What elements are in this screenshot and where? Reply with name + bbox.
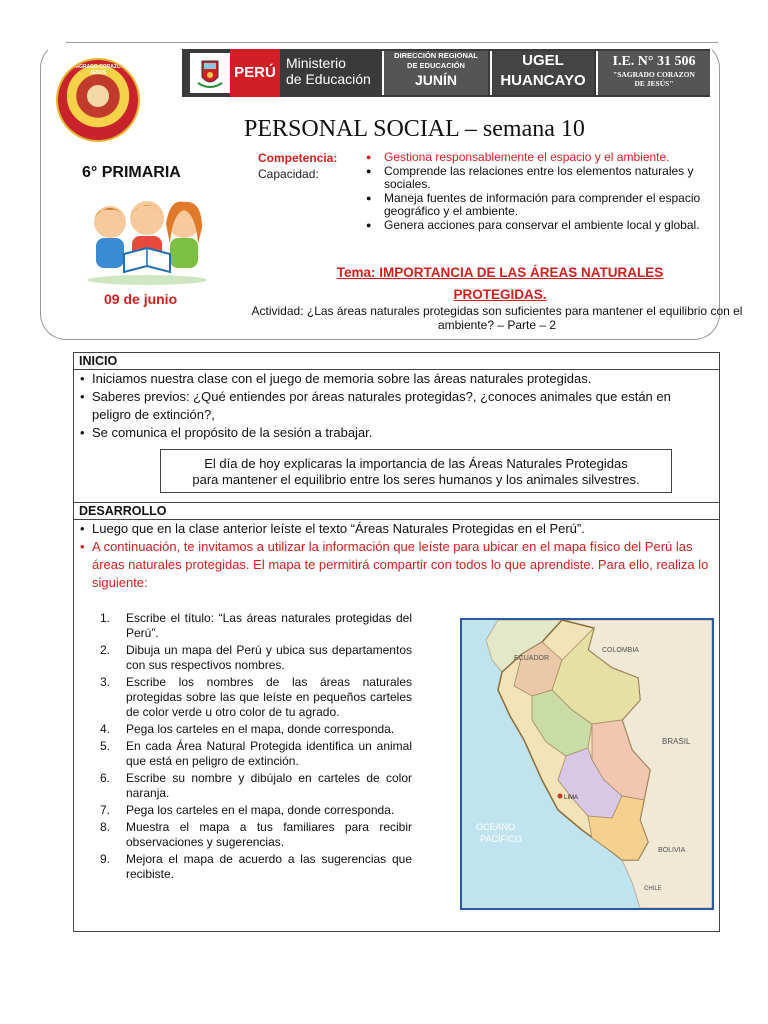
step-number: 9. [100,852,111,866]
page-title: PERSONAL SOCIAL – semana 10 [244,116,585,142]
map-label-brasil: BRASIL [662,737,691,746]
inicio-list [74,370,719,442]
ministry-name [286,55,371,87]
capacidad-item: ● Genera acciones para conservar el ambiente local y global. [366,219,730,232]
ie-number: I.E. N° 31 506 [612,54,696,69]
capacidades-list [366,151,730,233]
step-number: 3. [100,675,111,689]
step-number: 6. [100,771,111,785]
step-item [100,675,412,720]
tema-line2: PROTEGIDAS. [453,287,547,302]
institution-banner [182,49,710,97]
step-number: 5. [100,739,111,753]
dre-block [382,51,488,95]
map-label-bolivia: BOLIVIA [658,847,686,854]
step-number: 8. [100,820,111,834]
step-text: Muestra el mapa a tus familiares para recibir observaciones y sugerencias. [126,820,412,849]
step-number: 7. [100,803,111,817]
ugel-line1: UGEL [522,52,564,69]
step-item [100,739,412,769]
list-item: • Se comunica el propósito de la sesión a trabajar. [74,424,713,442]
school-seal-logo [56,58,140,142]
tema-heading [260,262,740,306]
ministry-line2: de Educación [286,71,371,87]
step-item [100,820,412,850]
capacidad-label: Capacidad: [258,167,319,181]
step-text: En cada Área Natural Protegida identifica un animal que está en peligro de extinción. [126,739,412,768]
peru-map-svg [462,620,712,908]
map-label-lima: LIMA [564,795,579,801]
step-item [100,852,412,882]
step-item [100,722,412,737]
ie-name-line2: DE JESÚS" [634,79,674,88]
map-label-chile: CHILE [644,886,662,892]
ie-name-line1: "SAGRADO CORAZON [613,70,695,79]
map-label-ocean-line1: OCEANO [476,822,516,832]
capacidad-item: ● Maneja fuentes de información para comprender el espacio geográfico y el ambiente. [366,192,730,218]
step-text: Dibuja un mapa del Perú y ubica sus departamentos con sus respectivos nombres. [126,643,412,672]
step-number: 4. [100,722,111,736]
list-item: • Luego que en la clase anterior leíste el texto “Áreas Naturales Protegidas en el Perú”. [74,520,713,538]
proposito-box [160,449,672,493]
session-date: 09 de junio [104,291,178,307]
dre-line1: DIRECCIÓN REGIONAL [394,51,478,60]
step-text: Escribe los nombres de las áreas naturales protegidas sobre las que leíste en pequeños carteles de color verde u otro color de tu agrado. [126,675,412,719]
kids-reading-illustration [80,194,214,286]
capacidad-item: ● Comprende las relaciones entre los elementos naturales y sociales. [366,165,730,191]
step-number: 1. [100,611,111,625]
step-text: Escribe su nombre y dibújalo en carteles de color naranja. [126,771,412,800]
step-text: Mejora el mapa de acuerdo a las sugerencias que recibiste. [126,852,412,881]
competencia-label: Competencia: [258,151,338,165]
proposito-line1: El día de hoy explicaras la importancia de las Áreas Naturales Protegidas [204,456,628,471]
desarrollo-heading: DESARROLLO [74,503,719,520]
ministry-line1: Ministerio [286,55,346,71]
ugel-block [490,51,594,95]
map-label-colombia: COLOMBIA [602,647,639,654]
step-item [100,611,412,641]
actividad-text: Actividad: ¿Las áreas naturales protegidas son suficientes para mantener el equilibrio con el ambiente? – Parte – 2 [251,304,743,332]
step-text: Pega los carteles en el mapa, donde corresponda. [126,803,395,817]
step-item [100,643,412,673]
dre-region: JUNÍN [414,72,457,88]
peru-coat-of-arms-icon [190,53,230,93]
list-item: • Iniciamos nuestra clase con el juego de memoria sobre las áreas naturales protegidas. [74,370,713,388]
desarrollo-list [74,520,719,592]
step-text: Escribe el título: “Las áreas naturales protegidas del Perú”. [126,611,412,640]
school-seal-text: I.E. SAGRADO CORAZÓN DE JESÚS [63,64,133,76]
competencia-item: ● Gestiona responsablemente el espacio y el ambiente. [366,151,730,164]
list-item: • A continuación, te invitamos a utilizar la información que leíste para ubicar en el mapa físico del Perú las áreas naturales protegidas. El mapa te permitirá compartir con todos lo que aprendiste. Para ello, realiza lo siguiente: [74,538,713,592]
peru-map [460,618,714,910]
step-item [100,803,412,818]
steps-list [100,611,412,884]
map-label-ocean-line2: PACÍFICO [480,834,522,844]
header-card-top-border [66,42,718,43]
tema-line1: Tema: IMPORTANCIA DE LAS ÁREAS NATURALES [336,265,664,280]
peru-label: PERÚ [230,49,280,97]
map-label-ecuador: ECUADOR [514,655,550,662]
proposito-line2: para mantener el equilibrio entre los seres humanos y los animales silvestres. [192,472,640,487]
ie-block [596,51,710,95]
list-item: • Saberes previos: ¿Qué entiendes por áreas naturales protegidas?, ¿conoces animales que están en peligro de extinción?, [74,388,713,424]
step-item [100,771,412,801]
step-number: 2. [100,643,111,657]
inicio-heading: INICIO [74,353,719,370]
ugel-line2: HUANCAYO [500,72,586,89]
dre-line2: DE EDUCACIÓN [407,61,465,70]
step-text: Pega los carteles en el mapa, donde corresponda. [126,722,395,736]
grade-label: 6° PRIMARIA [82,164,181,181]
